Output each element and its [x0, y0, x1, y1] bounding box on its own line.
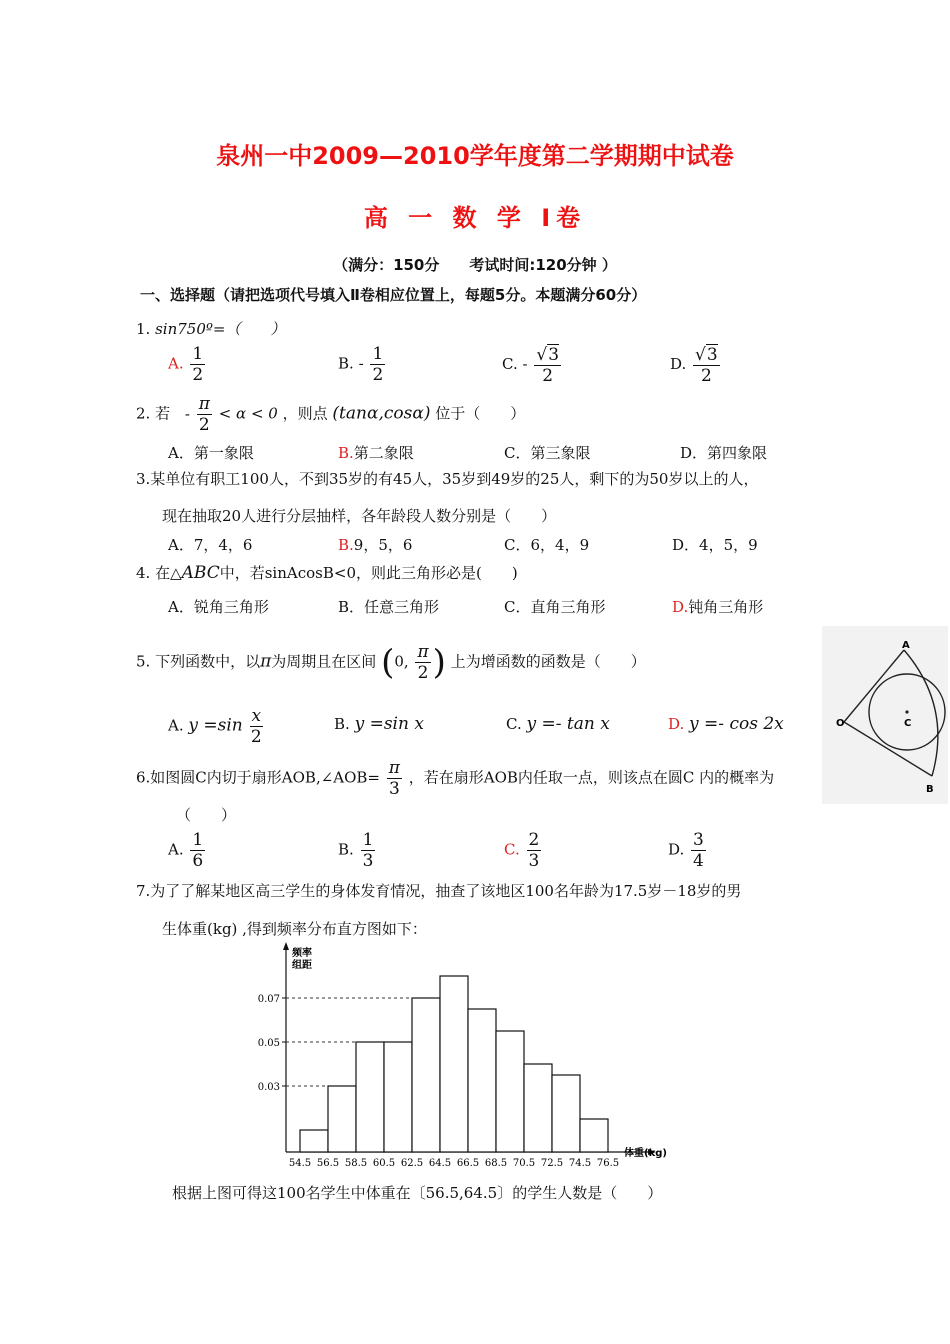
x-tick-label: 70.5 [512, 1158, 536, 1169]
q5-d-label: D. [668, 715, 685, 733]
q5-c-label: C. [506, 715, 522, 733]
histogram-bar [468, 1009, 496, 1152]
q1-b-den: 2 [372, 365, 384, 385]
q3-line-1: 3.某单位有职工100人，不到35岁的有45人，35岁到49岁的25人，剩下的为50岁以上的人， [136, 470, 759, 488]
q5-a-num: x [251, 706, 262, 726]
label-b: B [926, 784, 934, 795]
y-axis-label-top: 频率 [292, 948, 312, 959]
q6-c-num: 2 [528, 830, 540, 850]
q2-post: 位于（ ） [435, 404, 526, 423]
q3-option-a: A．7，4，6 [168, 536, 253, 554]
figure-background [822, 626, 948, 804]
q6-c-den: 3 [528, 851, 540, 871]
q6-d-den: 4 [693, 851, 704, 871]
q5-a-y: y =sin [188, 715, 243, 736]
q5-post: 上为增函数的函数是（ ） [450, 652, 646, 671]
q5-b-expr: y =sin x [354, 714, 424, 734]
q6-option-a [168, 830, 207, 871]
q6-paren: （ ） [176, 806, 237, 824]
sector-figure [822, 626, 948, 804]
q1-b-sign: - [358, 354, 364, 373]
q1-b-label: B. [338, 354, 354, 373]
q3-b-text: 9，5，6 [353, 536, 413, 554]
q3-option-b [338, 534, 412, 555]
q5-option-b [334, 714, 424, 734]
q3-b-label: B. [338, 536, 354, 554]
q6-post: ，若在扇形AOB内任取一点，则该点在圆C 内的概率为 [408, 768, 775, 787]
q6-option-b [338, 830, 377, 871]
histogram-bars [300, 976, 608, 1152]
q6-option-c [504, 830, 543, 871]
q6-option-d [668, 830, 708, 871]
exam-meta: （满分：150分 考试时间:120分钟 ） [333, 256, 617, 274]
q1-d-den: 2 [700, 366, 712, 386]
histogram-bar [300, 1130, 328, 1152]
q5-mid: 为周期且在区间 [271, 652, 377, 671]
q3-option-c: C．6，4，9 [504, 536, 590, 554]
x-tick-label: 60.5 [372, 1158, 396, 1169]
q6-b-den: 3 [362, 851, 374, 871]
q2-minus: - [184, 404, 190, 423]
q3-option-d: D．4，5，9 [672, 536, 758, 554]
q2-option-d: D．第四象限 [680, 444, 768, 462]
q4-option-c: C．直角三角形 [504, 598, 606, 616]
q1-option-b [338, 344, 387, 385]
q5-a-label: A. [168, 716, 184, 735]
question-1 [136, 318, 286, 339]
x-tick-label: 66.5 [456, 1158, 480, 1169]
label-c: C [904, 718, 912, 729]
histogram-chart [250, 940, 710, 1172]
q2-ineq: < α < 0 [218, 404, 278, 423]
q2-option-b [338, 442, 414, 463]
question-6 [136, 758, 774, 799]
q6-a-label: A. [168, 840, 184, 859]
q5-option-c [506, 714, 610, 734]
histogram-bar [328, 1086, 356, 1152]
q4-pre: 在△ [155, 564, 182, 582]
histogram-bar [524, 1064, 552, 1152]
x-tick-label: 72.5 [540, 1158, 564, 1169]
q6-pi: π [388, 758, 400, 778]
histogram-bar [440, 976, 468, 1152]
y-axis-label-bottom: 组距 [292, 960, 312, 971]
q2-pre: 若 [155, 404, 171, 423]
q1-a-label: A. [168, 354, 184, 373]
label-o: O [836, 718, 845, 729]
circle-center-point [905, 710, 908, 713]
q1-b-num: 1 [372, 344, 384, 364]
q5-zero: 0, [394, 652, 409, 671]
histogram-bar [384, 1042, 412, 1152]
histogram-bar [552, 1075, 580, 1152]
q5-d-expr: y =- cos 2x [689, 714, 784, 734]
q4-d-text: 钝角三角形 [688, 598, 764, 616]
q2-option-a: A．第一象限 [168, 444, 254, 462]
q5-option-d [668, 714, 784, 734]
q6-pre: 6.如图圆C内切于扇形AOB,∠AOB= [136, 768, 380, 787]
q5-number: 5. [136, 652, 151, 671]
q6-b-num: 1 [362, 830, 374, 850]
q6-a-num: 1 [192, 830, 204, 850]
q7-line-1: 7.为了了解某地区高三学生的身体发育情况，抽查了该地区100名年龄为17.5岁－18岁的男 [136, 882, 742, 900]
q5-two: 2 [417, 663, 429, 683]
q4-option-a: A．锐角三角形 [168, 598, 269, 616]
q4-d-label: D. [672, 598, 689, 616]
y-axis-arrow [283, 942, 289, 950]
q5-pi: π [260, 651, 272, 672]
q4-option-b: B．任意三角形 [338, 598, 440, 616]
q2-number: 2. [136, 404, 151, 423]
exam-title: 泉州一中2009—2010学年度第二学期期中试卷 [216, 142, 734, 170]
q6-c-label: C. [504, 840, 520, 859]
q1-d-num: 3 [706, 345, 718, 365]
q2-point: (tanα,cosα) [332, 403, 431, 424]
histogram-bar [412, 998, 440, 1152]
histogram-bar [356, 1042, 384, 1152]
q1-d-label: D. [670, 355, 687, 373]
q5-c-expr: y =- tan x [526, 714, 610, 734]
q2-b-label: B. [338, 444, 354, 462]
q1-number: 1. [136, 320, 151, 338]
q6-three: 3 [388, 779, 400, 799]
q2-option-c: C．第三象限 [504, 444, 591, 462]
histogram-bar [496, 1031, 524, 1152]
question-5: 5. 下列函数中，以π为周期且在区间 (0, $\frac{\pi}{2}$ ) 上为增函数的函数是（ ） [136, 642, 646, 683]
q1-option-c: C. - $\frac{√3}{2}$ [502, 345, 560, 386]
x-tick-label: 68.5 [484, 1158, 508, 1169]
q5-b-label: B. [334, 715, 350, 733]
q4-abc: ABC [181, 563, 220, 583]
y-tick-label: 0.05 [257, 1038, 280, 1049]
q5-option-a [168, 706, 265, 747]
y-tick-label: 0.03 [257, 1082, 280, 1093]
x-tick-label: 76.5 [596, 1158, 620, 1169]
histogram-bar [580, 1119, 608, 1152]
q2-b-text: 第二象限 [353, 444, 414, 462]
q1-c-den: 2 [542, 366, 554, 386]
x-tick-label: 54.5 [288, 1158, 312, 1169]
question-4 [136, 562, 518, 583]
section-heading: 一、选择题（请把选项代号填入Ⅱ卷相应位置上，每题5分。本题满分60分） [140, 286, 647, 304]
x-tick-label: 58.5 [344, 1158, 368, 1169]
q5-pre: 下列函数中，以 [155, 652, 261, 671]
q1-c-num: 3 [548, 345, 560, 365]
q6-d-label: D. [668, 840, 685, 859]
q6-a-den: 6 [192, 851, 204, 871]
x-tick-label: 56.5 [316, 1158, 340, 1169]
q7-after-text: 根据上图可得这100名学生中体重在〔56.5,64.5〕的学生人数是（ ） [172, 1184, 663, 1202]
q2-two: 2 [198, 415, 210, 435]
question-2 [136, 394, 525, 435]
q2-mid: ，则点 [282, 404, 328, 423]
q6-d-num: 3 [693, 830, 704, 850]
q1-c-label: C. [502, 355, 518, 373]
q1-a-den: 2 [192, 365, 204, 385]
q5-pi2: π [417, 642, 429, 662]
q4-number: 4. [136, 564, 151, 582]
q1-option-d: D. $\frac{√3}{2}$ [670, 345, 718, 386]
q3-line-2: 现在抽取20人进行分层抽样，各年龄段人数分别是（ ） [162, 507, 557, 525]
q5-a-den: 2 [250, 727, 262, 747]
label-a: A [902, 640, 910, 651]
q1-a-num: 1 [192, 344, 204, 364]
q1-option-a [168, 344, 207, 385]
q4-option-d [672, 596, 763, 617]
x-tick-label: 62.5 [400, 1158, 424, 1169]
y-tick-label: 0.07 [257, 994, 280, 1005]
q4-post: 中，若sinAcosB<0，则此三角形必是( ) [219, 564, 518, 582]
x-tick-label: 64.5 [428, 1158, 452, 1169]
q1-c-sign: - [522, 355, 528, 373]
q2-pi: π [198, 394, 210, 414]
q1-stem: sin750º=（ ） [155, 320, 286, 338]
q7-line-2: 生体重(kg) ,得到频率分布直方图如下： [162, 920, 427, 938]
q6-b-label: B. [338, 840, 354, 859]
x-tick-label: 74.5 [568, 1158, 592, 1169]
x-axis-label: 体重(kg) [624, 1148, 667, 1159]
exam-subtitle: 高 一 数 学 Ⅰ卷 [363, 204, 587, 232]
